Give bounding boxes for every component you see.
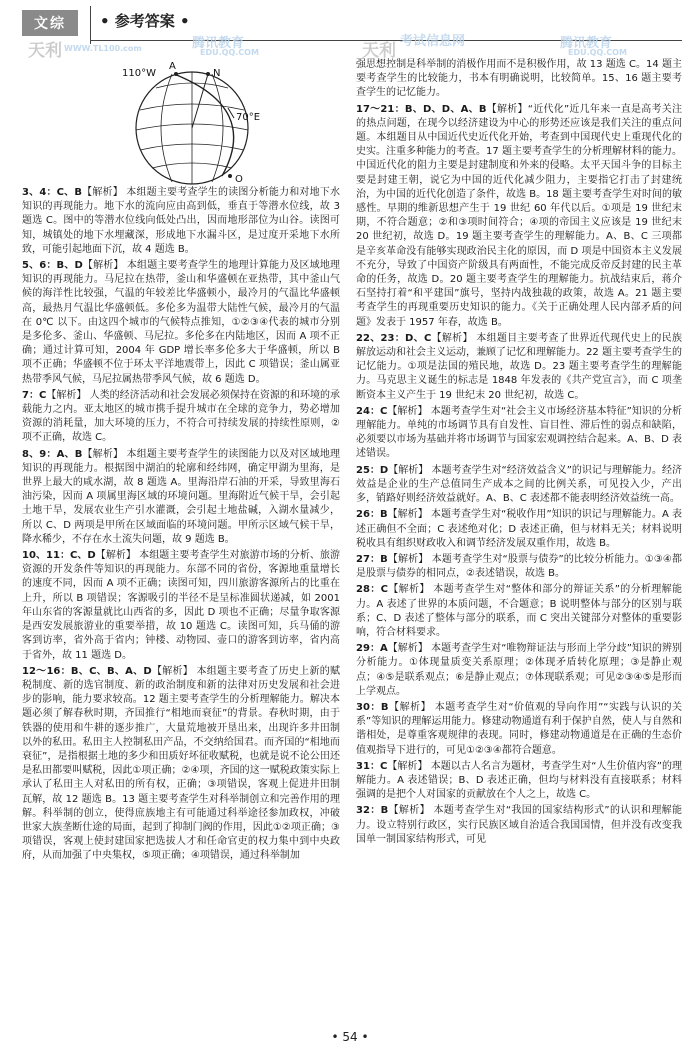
watermark-edu-right: EDU.QQ.COM: [568, 48, 627, 57]
answer-8-9: 8、9：A、B【解析】 本组题主要考查学生的读图能力以及对区域地理知识的再现能力。根据图中湖泊的轮廓和经纬网，确定甲湖为里海，是世界上最大的咸水湖，故 8 题选 A。里海沿岸石油的开采，导致里海石油污染，因而 A 项属里海区域的环境问题。里海附近气候干旱，会引起土地干旱，发展农业生产引水灌溉，会引起土地盐碱，入湖水量减少，所以 C、D 两项是甲所在区域面临的环境问题。甲所示区域气候干旱，降水稀少，不存在水土流失问题，故 9 题选 B。: [22, 448, 340, 545]
label-110w: 110°W: [122, 68, 156, 79]
watermark-tencent-right: 腾讯教育: [560, 36, 613, 51]
answer-24: 24：C【解析】 本题考查学生对“社会主义市场经济基本特征”知识的分析理解能力。单纯的市场调节具有自发性、盲目性、滞后性的弱点和缺陷，必须要以市场为基础并将市场调节与国家宏观调控结合起来。A、B、D 表述错误。: [356, 405, 682, 460]
watermark-tianli: 天利: [28, 41, 62, 61]
page-header: [0, 0, 700, 61]
answer-22-23: 22、23：D、C【解析】 本组题目主要考查了世界近代现代史上的民族解放运动和社会主义运动，兼顾了记忆和理解能力。22 题主要考查学生的记忆能力。①项是法国的殖民地，故选 D。23 题主要考查学生的理解能力。马克思主义诞生的标志是 1848 年发表的《共产党宣言》，而 C 项垄断资本主义产生于 19 世纪末 20 世纪初，故选 C。: [356, 332, 682, 401]
answer-27: 27：B【解析】 本题考查学生对“股票与债券”的比较分析能力。①③④都是股票与债券的相同点，②表述错误，故选 B。: [356, 553, 682, 580]
globe-figure: [22, 58, 340, 186]
answer-31: 31：C【解析】 本题以古人名言为题材，考查学生对“人生价值内容”的理解能力。A 表述错误；B、D 表述正确，但均与材料没有直接联系；材料强调的是把个人对国家的贡献放在个人之上，故选 C。: [356, 760, 682, 801]
right-column: [356, 58, 682, 1018]
header-title: • 参考答案 •: [100, 12, 190, 30]
page-number: • 54 •: [331, 1030, 369, 1044]
answer-30: 30：B【解析】 本题考查学生对“价值观的导向作用”“实践与认识的关系”等知识的理解运用能力。修建动物通道有利于保护自然，使人与自然和谐相处，是尊重客观规律的表现。同时，修建动物通道是在正确的生态价值观指导下进行的，可见①②③④都符合题意。: [356, 701, 682, 756]
answer-28: 28：C【解析】 本题考查学生对“整体和部分的辩证关系”的分析理解能力。A 表述了世界的本质问题，不合题意；B 说明整体与部分的区别与联系；C、D 表述了整体与部分的联系，而 C 突出关键部分对整体的重要影响，符合材料要求。: [356, 584, 682, 638]
label-a: A: [169, 61, 176, 72]
answer-26: 26：B【解析】 本题考查学生对“税收作用”知识的识记与理解能力。A 表述正确但不全面；C 表述绝对化；D 表述正确，但与材料无关；材料说明税收具有组织财政收入和调节经济发展双重作用，故选 B。: [356, 509, 682, 549]
subject-badge: 文综: [22, 10, 78, 36]
left-column: [22, 58, 340, 1018]
header-vertical-rule: [90, 6, 91, 44]
globe-diagram: [22, 58, 340, 186]
answer-32: 32：B【解析】 本题考查学生对“我国的国家结构形式”的认识和理解能力。设立特别行政区，实行民族区域自治适合我国国情，但并没有改变我国单一制国家结构形式，可见: [356, 805, 682, 845]
answer-3-4: 3、4：C、B【解析】 本组题主要考查学生的读图分析能力和对地下水知识的再现能力。地下水的流向应由高到低，垂直于等潜水位线，故 3 题选 C。图中的等潜水位线向低处凸出，因而地形部位为山谷。读图可知，城镇处的地下水埋藏深，形成地下水漏斗区，是过度开采地下水所致，可能引起地面下沉，故 4 题选 B。: [22, 187, 340, 255]
label-n: N: [213, 68, 221, 79]
answer-5-6: 5、6：B、D【解析】 本组题主要考查学生的地理计算能力及区域地理知识的再现能力。马尼拉在热带，釜山和华盛顿在亚热带，其中釜山气候的海洋性比较强，气温的年较差比华盛顿小，最冷月的气温比华盛顿高，最热月气温比华盛顿低。多伦多为温带大陆性气候，最冷月的气温在 0℃ 以下。由这四个城市的气候特点推知，①②③④代表的城市分别是多伦多、釜山、华盛顿、马尼拉。多伦多在内陆地区，因而 A 项不正确；通过计算可知，2004 年 GDP 增长率多伦多大于华盛顿，所以 B 项不正确；华盛顿不位于环太平洋地震带上，因此 C 项错误；釜山属亚热带季风气候，马尼拉属热带季风气候，故 6 题选 D。: [22, 260, 340, 385]
label-70e: 70°E: [236, 112, 261, 123]
watermark-tencent: 腾讯教育: [192, 36, 245, 51]
answer-17-21: 17～21：B、D、D、A、B【解析】“近代化”近几年来一直是高考关注的热点问题，在现今以经济建设为中心的形势还应该是我们关注的重点问题。本组题目从中国近代史近代化开始，考查到中国现代史上重现代化的史实。注重多种能力的考查。17 题主要考查学生的分析理解材料的能力。中国近代化的阻力主要是封建制度和外来的侵略。太平天国斗争的目标主要是封建王朝，说它为中国的近代化减少阻力，主要指它打击了封建统治，为中国的近代化创造了条件，故选 B。18 题主要考查学生对时间的敏感性。早期的维新思想产生于 19 世纪 60 年代以后。①项是 19 世纪末期，不符合题意；②和③项时间符合；④项的帝国主义应该是 19 世纪末 20 世纪初，故选 D。19 题主要考查学生的理解能力。A、B、C 三项都是辛亥革命没有能够实现政治民主化的原因，而 D 项是中国资本主义发展不充分，导致了中国资产阶级具有两面性，不能完成反帝反封建的民主革命的任务，故选 D。20 题主要考查学生的理解能力。抗战结束后，蒋介石坚持打着“和平建国”旗号，坚持内战独裁的政策，故选 A。21 题主要考查学生的再现重要历史知识的能力。《关于正确处理人民内部矛盾的问题》发表于 1957 年春，故选 B。: [356, 103, 682, 328]
watermark-url: WWW.TL100.com: [64, 44, 142, 53]
answer-25: 25：D【解析】 本题考查学生对“经济效益含义”的识记与理解能力。经济效益是企业的生产总值同生产成本之间的比例关系，可见投入少，产出多，销路好则经济效益就好。A、B、C 表述都不能表明经济效益统一高。: [356, 464, 682, 505]
answer-29: 29：A【解析】 本题考查学生对“唯物辩证法与形而上学分歧”知识的辨别分析能力。①体现量质变关系原理；②体现矛盾转化原理；③是静止观点；④⑤是联系观点；⑥是静止观点；⑦体现联系观；可见②③④⑤是形而上学观点。: [356, 643, 682, 697]
answer-12-16: 12～16：B、C、B、A、D【解析】 本组题主要考查了历史上新的赋税制度、新的选官制度、新的政治制度和新的法律对历史发展和社会进步的影响，能力要求较高。12 题主要考查学生的分析理解能力。解决本题必须了解春秋时期，齐国推行“相地而衰征”的背景。春秋时期，由于铁器的使用和牛耕的逐步推广，大量荒地被开垦出来，出现许多井田制以外的私田。私田主人控制私田产品，不交纳给国君。而齐国的“相地而衰征”，是指根据土地的多少和田质好坏征收赋税，也就是说不论公田还是私田都要叫赋税，因此①项正确；②④项，齐国的这一赋税政策实际上承认了私田主人对私田的所有权，正确；③项错误，客观上促进井田制瓦解，故 12 题选 B。13 题主要考查学生对科举制创立和完善作用的理解。科举制的创立，使得庶族地主有可能通过科举途径参加政权，冲破世家大族垄断仕途的局面，起到了抑制门阀的作用，因此①②项正确；③项错误，客观上使封建国家把选拔人才和任命官吏的权力集中到中央政府，从而加强了中央集权，⑤项正确；④项错误，通过科举制加: [22, 665, 340, 862]
watermark-exam-info: 考试信息网: [400, 34, 466, 49]
watermark-edu: EDU.QQ.COM: [200, 48, 259, 57]
answer-7: 7：C【解析】 人类的经济活动和社会发展必须保持在资源的和环境的承载能力之内。亚太地区的城市携手提升城市在全球的竞争力，势必增加资源的消耗量，加大环境的压力，不符合可持续发展的持续性原则，②项不正确，故选 C。: [22, 389, 340, 444]
watermark-tianli-right: 天利: [362, 41, 396, 61]
answer-13-continued: 强思想控制是科举制的消极作用而不是积极作用，故 13 题选 C。14 题主要考查学生的比较能力，书本有明确说明，比较简单。15、16 题主要考查学生的记忆能力。: [356, 59, 682, 99]
answer-10-11: 10、11：C、D【解析】 本组题主要考查学生对旅游市场的分析、旅游资源的开发条件等知识的再现能力。东部不同的省份，客源地重量增长的速度不同，因而 A 项不正确；读图可知，四川旅游客源所占的比重在上升，所以 B 项错误；客源吸引的半径不是呈标准圆状递减，如 2001 年山东省的客源量就比山西省的多，因此 D 项也不正确；尽量争取客源是西安发展旅游业的重要举措，故 10 题选 C。读图可知，兵马俑的游客到访率，省外高于省内；钟楼、动物园、壶口的游客到访率，省内高于省外，故 11 题选 D。: [22, 550, 340, 661]
label-o: O: [235, 174, 243, 185]
